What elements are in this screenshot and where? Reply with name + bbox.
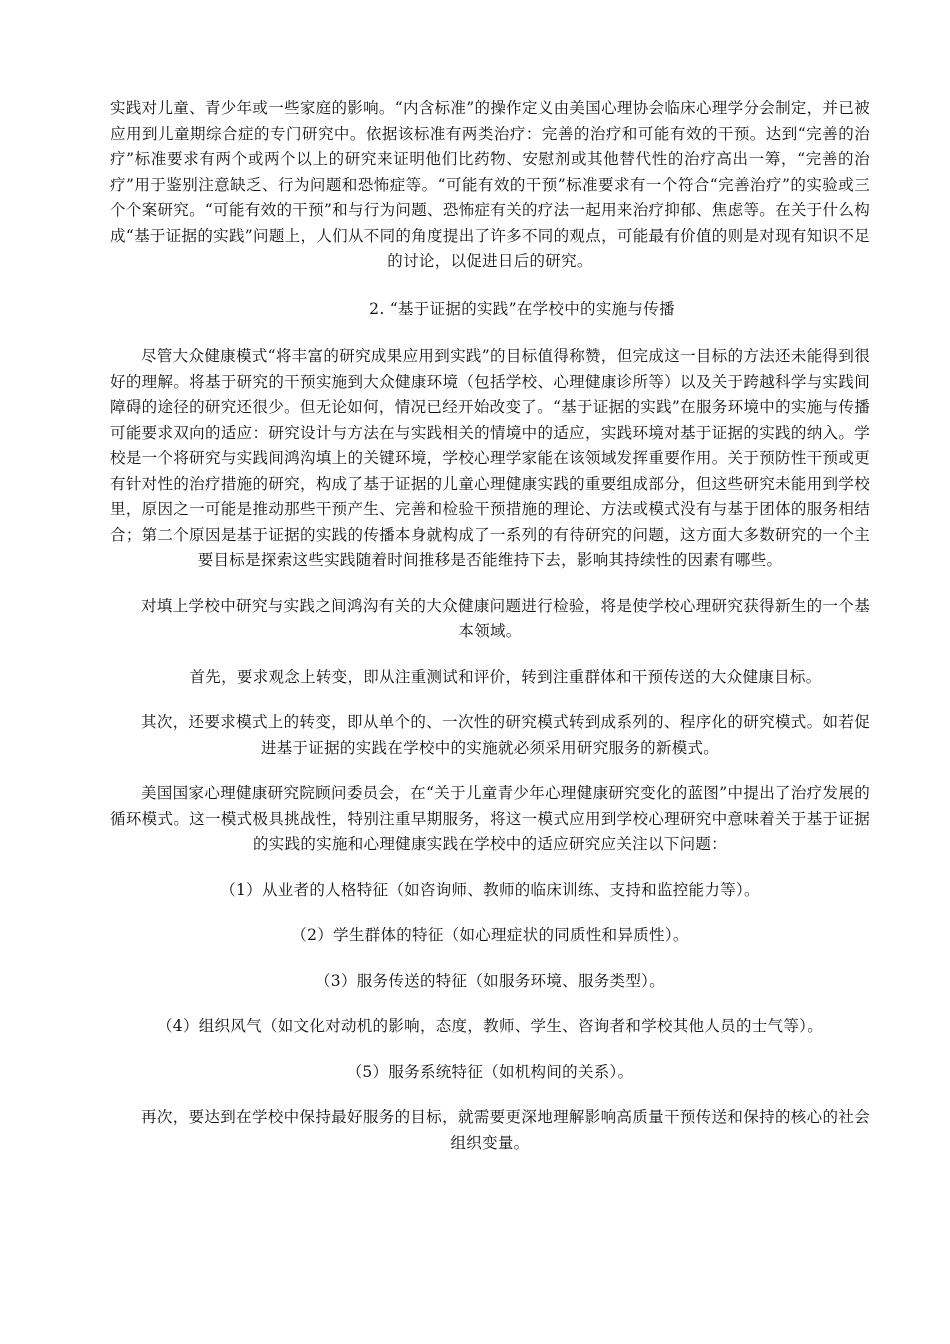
paragraph-second: 其次，还要求模式上的转变，即从单个的、一次性的研究模式转到成系列的、程序化的研究模式。如若促进基于证据的实践在学校中的实施就必须采用研究服务的新模式。	[141, 713, 870, 757]
list-item: （5）服务系统特征（如机构间的关系）。	[346, 1062, 634, 1081]
paragraph-first: 首先，要求观念上转变，即从注重测试和评价，转到注重群体和干预传送的大众健康目标。	[189, 667, 822, 686]
paragraph-third: 再次，要达到在学校中保持最好服务的目标，就需要更深地理解影响高质量干预传送和保持的核心的社会组织变量。	[141, 1108, 870, 1152]
list-item: （1）从业者的人格特征（如咨询师、教师的临床训练、支持和监控能力等）。	[220, 880, 760, 899]
paragraph-nimh: 美国国家心理健康研究院顾问委员会，在“关于儿童青少年心理健康研究变化的蓝图”中提出了治疗发展的循环模式。这一模式极具挑战性，特别注重早期服务，将这一模式应用到学校心理研究中意味着关于基于证据的实践的实施和心理健康实践在学校中的适应研究应关注以下问题：	[110, 784, 870, 853]
paragraph-continuation: 实践对儿童、青少年或一些家庭的影响。“内含标准”的操作定义由美国心理协会临床心理学分会制定，并已被应用到儿童期综合症的专门研究中。依据该标准有两类治疗：完善的治疗和可能有效的干预。达到“完善的治疗”标准要求有两个或两个以上的研究来证明他们比药物、安慰剂或其他替代性的治疗高出一筹，“完善的治疗”用于鉴别注意缺乏、行为问题和恐怖症等。“可能有效的干预”标准要求有一个符合“完善治疗”的实验或三个个案研究。“可能有效的干预”和与行为问题、恐怖症有关的疗法一起用来治疗抑郁、焦虑等。在关于什么构成“基于证据的实践”问题上，人们从不同的角度提出了许多不同的观点，可能最有价值的则是对现有知识不足的讨论，以促进日后的研究。	[110, 99, 870, 270]
paragraph-gap-research: 对填上学校中研究与实践之间鸿沟有关的大众健康问题进行检验，将是使学校心理研究获得新生的一个基本领域。	[141, 596, 870, 640]
paragraph-implementation: 尽管大众健康模式“将丰富的研究成果应用到实践”的目标值得称赞，但完成这一目标的方法还未能得到很好的理解。将基于研究的干预实施到大众健康环境（包括学校、心理健康诊所等）以及关于跨越科学与实践间障碍的途径的研究还很少。但无论如何，情况已经开始改变了。“基于证据的实践”在服务环境中的实施与传播可能要求双向的适应：研究设计与方法在与实践相关的情境中的适应，实践环境对基于证据的实践的纳入。学校是一个将研究与实践间鸿沟填上的关键环境，学校心理学家能在该领域发挥重要作用。关于预防性干预或更有针对性的治疗措施的研究，构成了基于证据的儿童心理健康实践的重要组成部分，但这些研究未能用到学校里，原因之一可能是推动那些干预产生、完善和检验干预措施的理论、方法或模式没有与基于团体的服务相结合；第二个原因是基于证据的实践的传播本身就构成了一系列的有待研究的问题，这方面大多数研究的一个主要目标是探索这些实践随着时间推移是否能维持下去，影响其持续性的因素有哪些。	[110, 347, 870, 569]
list-item: （4）组织风气（如文化对动机的影响，态度，教师、学生、咨询者和学校其他人员的士气等）。	[156, 1017, 823, 1035]
document-page	[110, 96, 870, 1156]
list-item: （2）学生群体的特征（如心理症状的同质性和异质性）。	[291, 926, 689, 944]
list-item: （3）服务传送的特征（如服务环境、服务类型）。	[314, 971, 665, 990]
section-heading: 2. “基于证据的实践”在学校中的实施与传播	[369, 299, 675, 318]
